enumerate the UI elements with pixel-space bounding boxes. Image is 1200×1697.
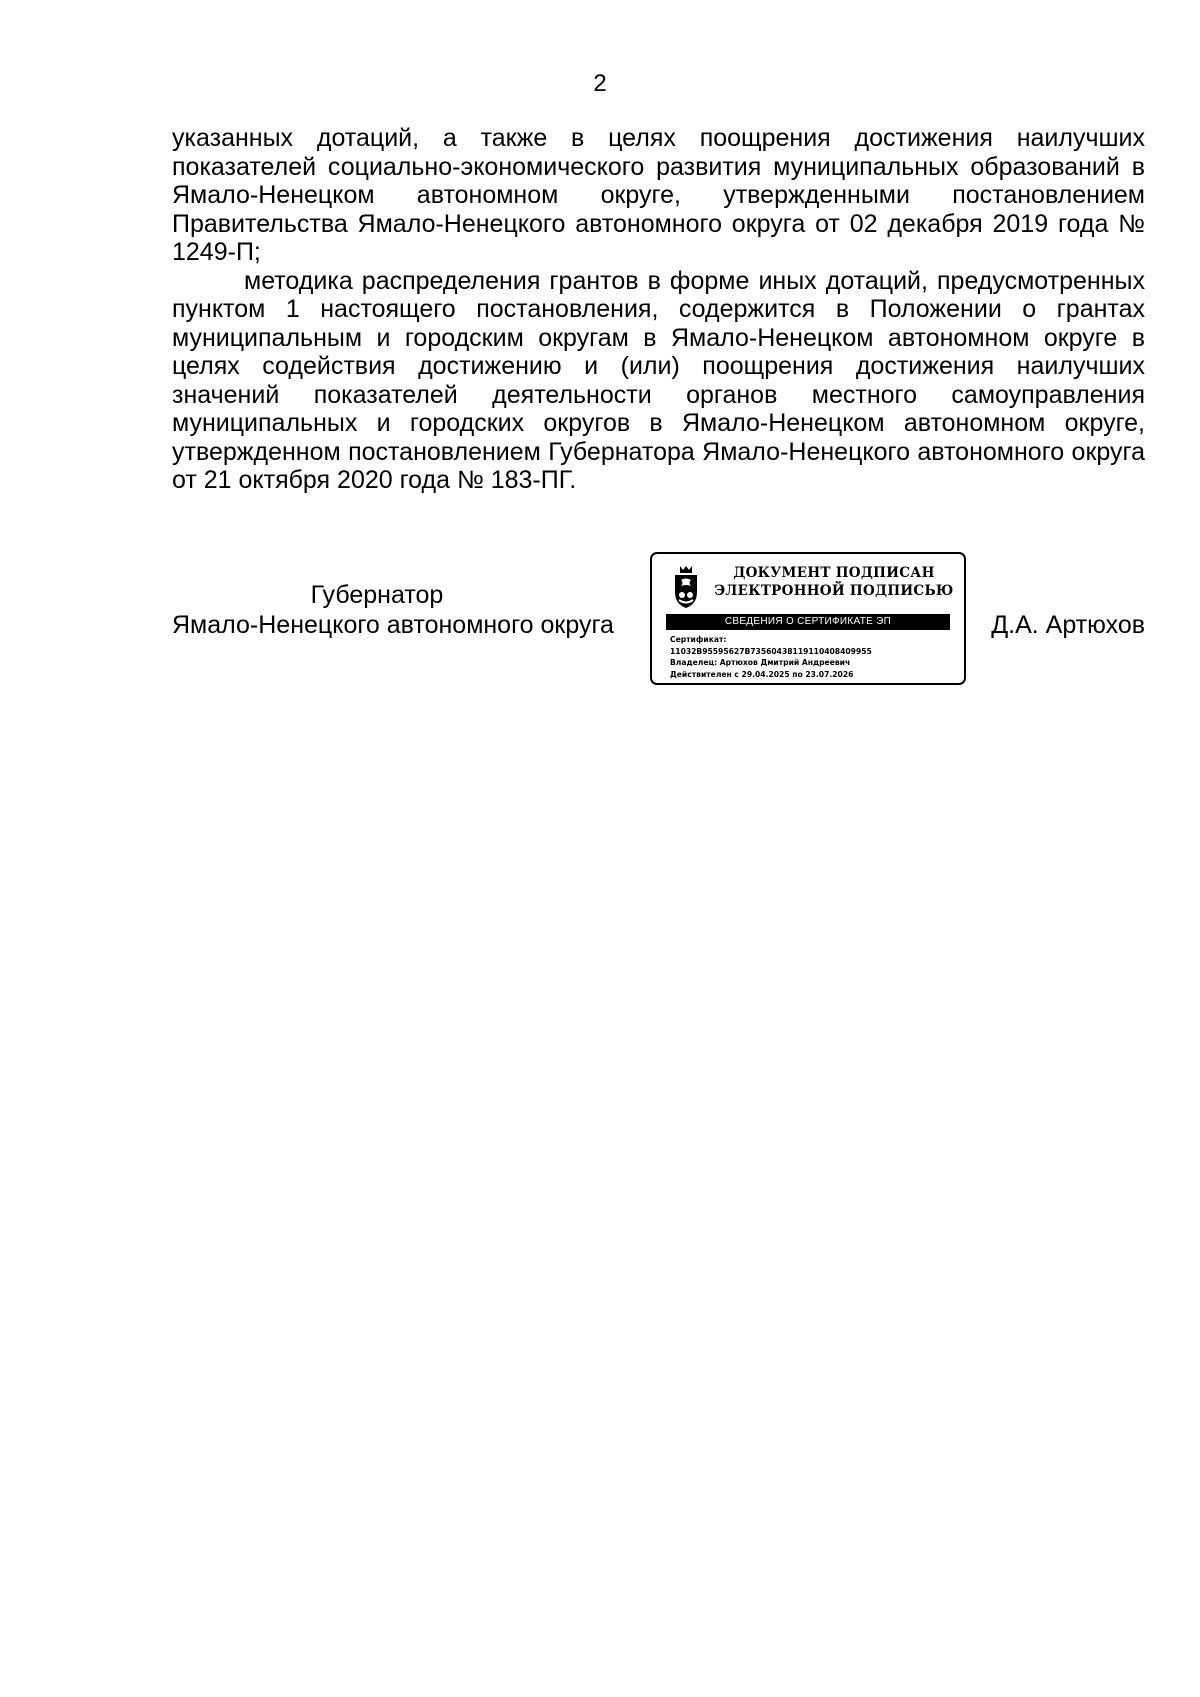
certificate-info-bar: СВЕДЕНИЯ О СЕРТИФИКАТЕ ЭП bbox=[666, 614, 950, 630]
electronic-signature-stamp bbox=[650, 552, 966, 685]
stamp-heading-line2: ЭЛЕКТРОННОЙ ПОДПИСЬЮ bbox=[714, 583, 954, 599]
signature-block bbox=[0, 550, 1200, 690]
document-body bbox=[172, 124, 1145, 495]
coat-of-arms-icon bbox=[672, 564, 700, 610]
paragraph-methodology: методика распределения грантов в форме иных дотаций, предусмотренных пунктом 1 настоящего постановления, содержится в Положении о грантах муниципальным и городским округам в Ямало-Ненецком автономном округе в целях содействия достижению и (или) поощрения достижения наилучших значений показателей деятельности органов местного самоуправления муниципальных и городских округов в Ямало-Ненецком автономном округе, утвержденном постановлением Губернатора Ямало-Ненецкого автономного округа от 21 октября 2020 года № 183-ПГ. bbox=[172, 266, 1145, 494]
signatory-position: Губернатор bbox=[310, 581, 444, 609]
page-number: 2 bbox=[593, 70, 607, 97]
certificate-number: 11032B95595627B73560438119110408409955 bbox=[670, 646, 872, 656]
stamp-heading-line1: ДОКУМЕНТ ПОДПИСАН bbox=[733, 565, 935, 581]
signatory-title bbox=[172, 580, 642, 640]
certificate-details bbox=[670, 634, 960, 680]
paragraph-continuation: указанных дотаций, а также в целях поощрения достижения наилучших показателей социально-экономического развития муниципальных образований в Ямало-Ненецком автономном округе, утвержденными постановлением Правительства Ямало-Ненецкого автономного округа от 02 декабря 2019 года № 1249-П; bbox=[172, 124, 1145, 266]
certificate-validity: Действителен с 29.04.2025 по 23.07.2026 bbox=[670, 669, 854, 679]
stamp-heading bbox=[714, 564, 954, 600]
signatory-name: Д.А. Артюхов bbox=[991, 611, 1145, 639]
certificate-owner: Владелец: Артюхов Дмитрий Андреевич bbox=[670, 658, 851, 667]
signatory-organization: Ямало-Ненецкого автономного округа bbox=[172, 611, 614, 639]
certificate-label: Сертификат: bbox=[670, 635, 727, 644]
